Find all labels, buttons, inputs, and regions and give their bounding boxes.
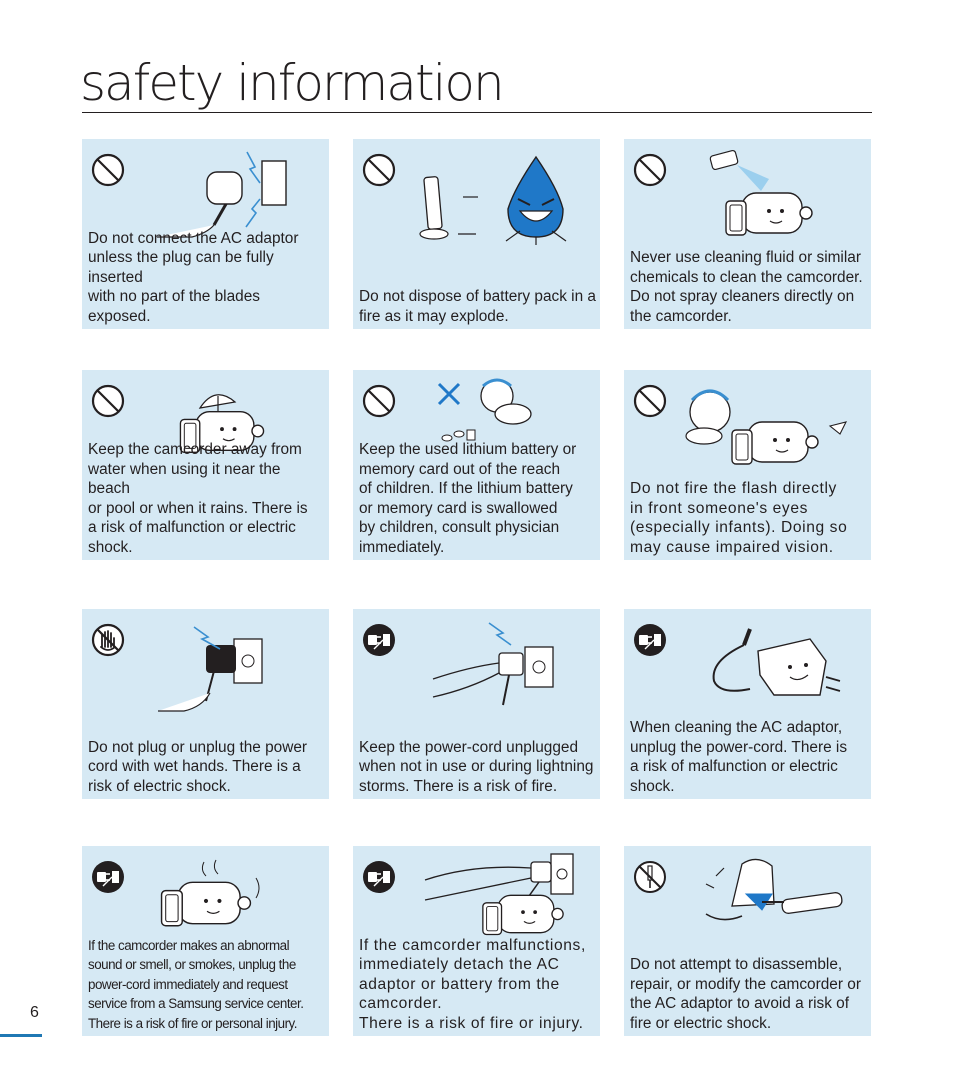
detach-adaptor-illustration	[423, 850, 573, 942]
smoking-camcorder-illustration	[156, 858, 266, 933]
safety-card-ac-cleaning	[624, 609, 871, 799]
child-battery-illustration	[435, 374, 535, 446]
safety-card-disassemble	[624, 846, 871, 1036]
safety-card-flash	[624, 370, 871, 560]
safety-card-lightning	[353, 609, 600, 799]
screwdriver-illustration	[702, 854, 862, 934]
no-wet-hands-icon	[91, 623, 125, 657]
safety-card-ac-plug	[82, 139, 329, 329]
prohibited-icon	[91, 153, 125, 187]
no-disassembly-icon	[633, 860, 667, 894]
unplug-icon	[362, 860, 396, 894]
battery-fire-illustration	[408, 149, 588, 249]
flash-infant-illustration	[680, 382, 860, 472]
page-number: 6	[30, 1004, 39, 1021]
card-text: Do not dispose of battery pack in a fire as it may explode.	[359, 288, 596, 325]
page-number-bar	[0, 1034, 42, 1037]
card-text: Keep the used lithium battery or memory card out of the reach of children. If the lithium battery or memory card is swallowed by children, consult physician immediately.	[359, 441, 577, 556]
card-text: Do not attempt to disassemble, repair, or modify the camcorder or the AC adaptor to avoid a risk of fire or electric shock.	[630, 956, 861, 1032]
prohibited-icon	[633, 384, 667, 418]
safety-card-battery-fire	[353, 139, 600, 329]
prohibited-icon	[91, 384, 125, 418]
unplug-cord-illustration	[429, 619, 559, 709]
wet-hand-plug-illustration	[154, 619, 274, 719]
safety-card-abnormal-sound	[82, 846, 329, 1036]
card-text: If the camcorder malfunctions, immediately detach the AC adaptor or battery from the camcorder. There is a risk of fire or injury.	[359, 936, 586, 1032]
title-rule	[82, 112, 872, 113]
unplug-icon	[633, 623, 667, 657]
card-text: Do not plug or unplug the power cord with wet hands. There is a risk of electric shock.	[88, 738, 308, 795]
card-text: Do not connect the AC adaptor unless the plug can be fully inserted with no part of the blades exposed.	[88, 229, 299, 325]
card-text: Keep the camcorder away from water when using it near the beach or pool or when it rains. There is a risk of malfunction or electric shock.	[88, 441, 308, 556]
safety-card-wet-hands	[82, 609, 329, 799]
safety-card-water	[82, 370, 329, 560]
safety-card-lithium-battery	[353, 370, 600, 560]
prohibited-icon	[362, 384, 396, 418]
card-text: Do not fire the flash directly in front someone's eyes (especially infants). Doing so may cause impaired vision.	[630, 480, 848, 556]
safety-card-cleaning-fluid	[624, 139, 871, 329]
card-text: If the camcorder makes an abnormal sound or smell, or smokes, unplug the power-cord immediately and request service from a Samsung service center. There is a risk of fire or personal injury.	[88, 937, 304, 1031]
prohibited-icon	[362, 153, 396, 187]
safety-card-malfunction	[353, 846, 600, 1036]
card-text: When cleaning the AC adaptor, unplug the power-cord. There is a risk of malfunction or electric shock.	[630, 719, 848, 795]
card-text: Never use cleaning fluid or similar chemicals to clean the camcorder. Do not spray cleaners directly on the camcorder.	[630, 249, 863, 325]
unplug-icon	[362, 623, 396, 657]
unplug-icon	[91, 860, 125, 894]
spray-cleaner-illustration	[709, 145, 829, 245]
page-title: safety information	[80, 54, 503, 112]
card-text: Keep the power-cord unplugged when not in use or during lightning storms. There is a risk of fire.	[359, 738, 594, 795]
ac-adaptor-illustration	[690, 621, 850, 706]
prohibited-icon	[633, 153, 667, 187]
